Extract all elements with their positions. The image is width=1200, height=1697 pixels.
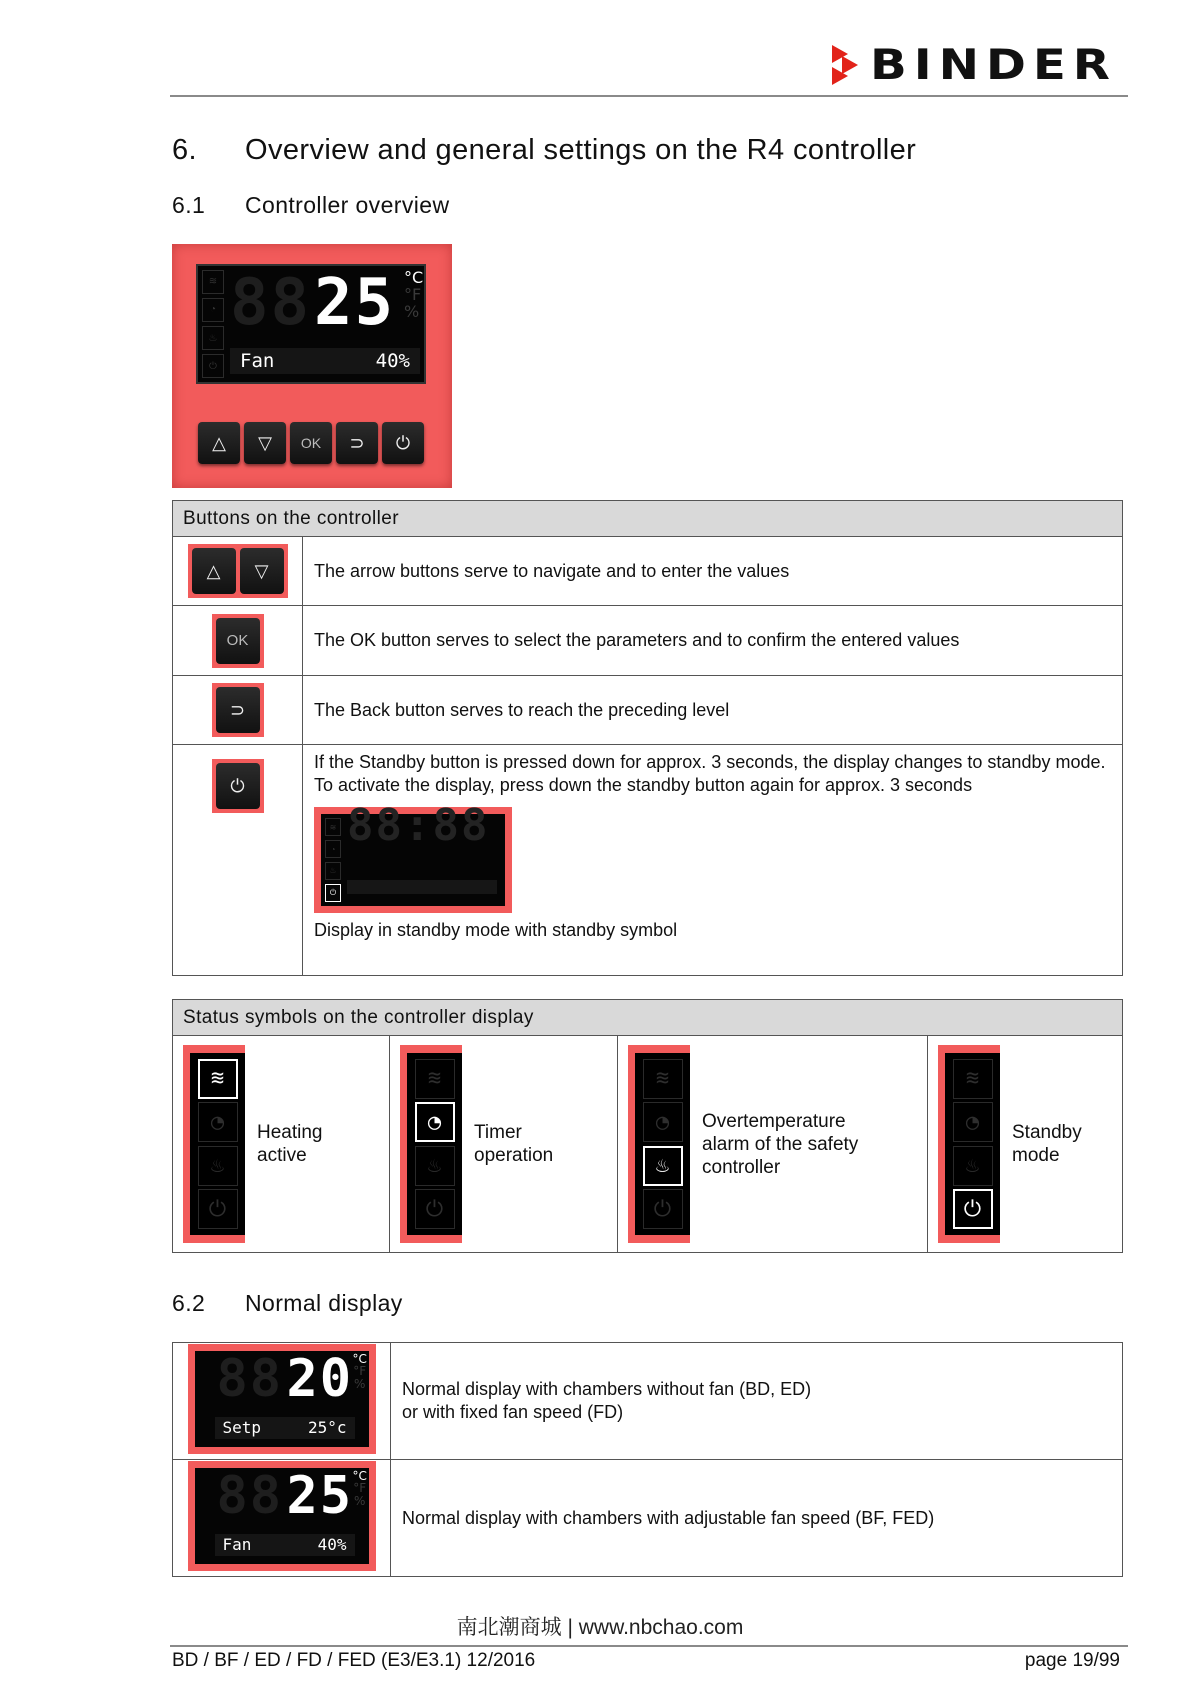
controller-buttons [198,422,424,464]
image-caption: Display in standby mode with standby symbol [314,920,678,940]
heating-icon: ≋ [198,1059,238,1099]
standby-icon: ⏻ [198,1189,238,1229]
standby-icon: ⏻ [953,1189,993,1229]
row-description: The OK button serves to select the parameters and to confirm the entered values [303,606,1123,676]
row-description: Normal display with chambers with adjustable fan speed (BF, FED) [391,1460,1123,1577]
ghost-digits: 88 [230,266,312,340]
normal-display-table [172,1342,1123,1577]
status-symbols-table [172,999,1123,1253]
watermark: 南北潮商城 | www.nbchao.com [456,1616,744,1639]
binder-logo [832,40,1117,89]
table-row [173,676,1123,745]
timer-icon: ◔ [198,1102,238,1142]
status-item-heating: ≋ ◔ ♨ ⏻ Heating active [173,1036,390,1253]
controller-lcd [196,264,426,384]
timer-icon: ◔ [953,1102,993,1142]
table-row [173,745,1123,976]
heating-icon: ≋ [415,1059,455,1099]
brand-name: BINDER [870,40,1117,89]
down-button[interactable]: ▽ [244,422,286,464]
standby-icon: ⏻ [643,1189,683,1229]
row-description: The Back button serves to reach the preceding level [303,676,1123,745]
standby-power-icon: ⏻ [216,763,260,809]
table-row [173,606,1123,676]
footer-divider [170,1645,1128,1647]
ok-button[interactable]: OK [290,422,332,464]
heating-icon: ≋ [643,1059,683,1099]
table-row [173,1343,1123,1460]
normal-display-image-fan: 88 25 °C °F % Fan 40% [188,1461,376,1571]
lcd-side-icons [202,270,224,378]
alarm-icon: ♨ [643,1146,683,1186]
footer-page-number: page 19/99 [1024,1650,1120,1671]
down-arrow-icon: ▽ [240,548,284,594]
binder-arrow-icon [832,45,862,85]
alarm-icon: ♨ [202,326,224,350]
back-button[interactable]: ⊃ [336,422,378,464]
up-arrow-icon: △ [192,548,236,594]
status-table-header: Status symbols on the controller display [173,1000,1123,1036]
standby-icon: ⏻ [202,354,224,378]
row-description: The arrow buttons serve to navigate and to enter the values [303,537,1123,606]
standby-display-image: ≋ ◔ ♨ ⏻ 88:88 [314,807,512,913]
alarm-icon: ♨ [198,1146,238,1186]
status-item-timer: ≋ ◔ ♨ ⏻ Timer operation [390,1036,618,1253]
alarm-icon: ♨ [415,1146,455,1186]
standby-icon: ⏻ [415,1189,455,1229]
main-value: 25 [314,266,396,340]
footer-document-id: BD / BF / ED / FD / FED (E3/E3.1) 12/2016 [172,1650,536,1671]
unit-indicators: °C °F % [404,268,424,321]
row-description: Normal display with chambers without fan (BD, ED) or with fixed fan speed (FD) [391,1343,1123,1460]
back-icon: ⊃ [216,687,260,733]
heating-icon: ≋ [953,1059,993,1099]
lcd-line2: Fan 40% [230,348,420,374]
controller-image [172,244,452,488]
buttons-table [172,500,1123,976]
status-item-standby: ≋ ◔ ♨ ⏻ Standby mode [928,1036,1123,1253]
timer-icon: ◔ [415,1102,455,1142]
standby-active-icon: ⏻ [325,884,341,902]
arrow-buttons-image [188,544,288,598]
ok-icon: OK [216,618,260,664]
subsection-heading-controller-overview: 6.1 Controller overview [172,192,450,218]
buttons-table-header: Buttons on the controller [173,501,1123,537]
normal-display-image-setpoint: 88 20 °C °F % Setp 25°c [188,1344,376,1454]
standby-button[interactable]: ⏻ [382,422,424,464]
alarm-icon: ♨ [953,1146,993,1186]
table-row [173,1460,1123,1577]
subsection-heading-normal-display: 6.2 Normal display [172,1290,403,1316]
timer-icon: ◔ [202,298,224,322]
up-button[interactable]: △ [198,422,240,464]
row-description: If the Standby button is pressed down for approx. 3 seconds, the display changes to standby mode. To activate the display, press down the standby button again for approx. 3 seconds [314,752,1106,795]
timer-icon: ◔ [643,1102,683,1142]
heating-icon: ≋ [202,270,224,294]
section-heading: 6. Overview and general settings on the R4 controller [172,134,917,166]
status-item-overtemperature: ≋ ◔ ♨ ⏻ Overtemperature alarm of the safety controller [618,1036,928,1253]
header-divider [170,95,1128,97]
table-row [173,537,1123,606]
